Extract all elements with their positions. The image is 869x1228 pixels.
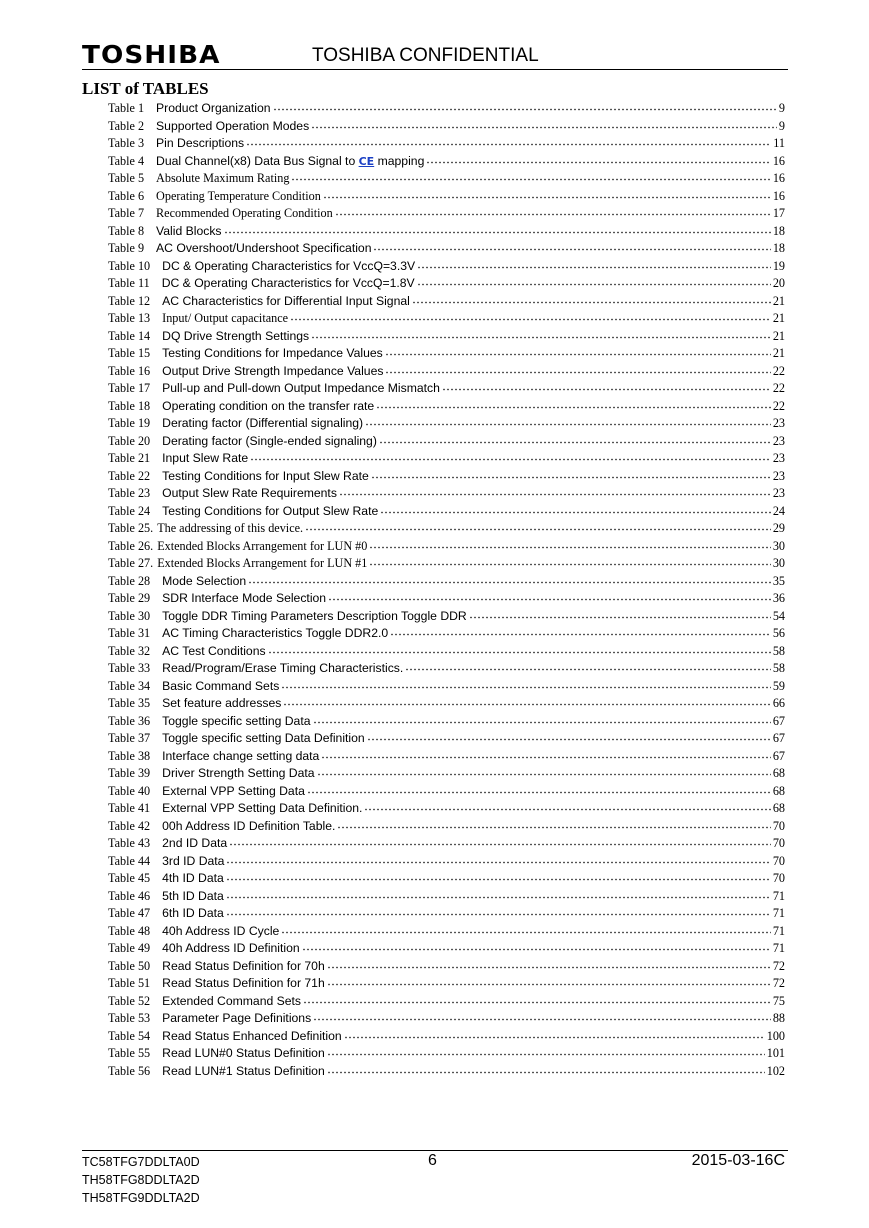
dot-leader bbox=[417, 283, 771, 286]
table-number: Table 29 bbox=[108, 591, 151, 605]
table-number: Table 16 bbox=[108, 363, 151, 378]
table-title: Pin Descriptions bbox=[156, 136, 245, 150]
table-number: Table 43 bbox=[108, 836, 151, 850]
table-number: Table 15 bbox=[108, 346, 151, 360]
page-ref: 18 bbox=[772, 241, 785, 255]
dot-leader bbox=[365, 423, 771, 426]
dot-leader bbox=[426, 161, 770, 164]
page-ref: 67 bbox=[772, 731, 785, 745]
dot-leader bbox=[327, 1071, 765, 1074]
toc-entry[interactable] bbox=[108, 906, 785, 924]
page-ref: 67 bbox=[772, 748, 785, 763]
page-ref: 22 bbox=[772, 363, 785, 378]
toc-entry[interactable] bbox=[108, 556, 785, 574]
page-ref: 70 bbox=[772, 871, 785, 885]
page-ref: 70 bbox=[772, 853, 785, 868]
toc-entry[interactable] bbox=[108, 976, 785, 994]
page-ref: 30 bbox=[772, 538, 785, 553]
table-title: 5th ID Data bbox=[162, 888, 224, 903]
page-ref: 21 bbox=[772, 328, 785, 343]
page-ref: 19 bbox=[772, 258, 785, 273]
table-number: Table 14 bbox=[108, 328, 151, 343]
table-number: Table 44 bbox=[108, 853, 151, 868]
dot-leader bbox=[327, 966, 771, 969]
toc-entry[interactable] bbox=[108, 434, 785, 452]
dot-leader bbox=[313, 1018, 771, 1021]
dot-leader bbox=[335, 213, 771, 216]
page-ref: 24 bbox=[772, 503, 785, 518]
toc-entry[interactable] bbox=[108, 871, 785, 889]
table-number: Table 7 bbox=[108, 206, 145, 220]
dot-leader bbox=[229, 843, 771, 846]
table-number: Table 35 bbox=[108, 696, 151, 710]
toc-entry[interactable] bbox=[108, 591, 785, 609]
table-title: Read LUN#0 Status Definition bbox=[162, 1046, 325, 1060]
table-title: Absolute Maximum Rating bbox=[156, 171, 290, 185]
table-title: Derating factor (Differential signaling) bbox=[162, 416, 364, 430]
dot-leader bbox=[246, 143, 771, 146]
page-ref: 21 bbox=[772, 311, 785, 325]
page-ref: 21 bbox=[772, 346, 785, 360]
table-number: Table 2 bbox=[108, 118, 145, 133]
toc-entry[interactable] bbox=[108, 1011, 785, 1029]
toc-entry[interactable] bbox=[108, 259, 785, 277]
toc-entry[interactable] bbox=[108, 486, 785, 504]
page-ref: 23 bbox=[772, 486, 785, 500]
dot-leader bbox=[303, 1001, 771, 1004]
toc-entry[interactable] bbox=[108, 521, 785, 539]
table-title: Parameter Page Definitions bbox=[162, 1011, 312, 1025]
toc-entry[interactable] bbox=[108, 206, 785, 224]
table-title: Supported Operation Modes bbox=[156, 118, 310, 133]
dot-leader bbox=[339, 493, 771, 496]
toc-entry[interactable] bbox=[108, 801, 785, 819]
dot-leader bbox=[290, 318, 771, 321]
list-title: LIST of TABLES bbox=[82, 79, 209, 98]
table-number: Table 20 bbox=[108, 433, 151, 448]
table-number: Table 25. bbox=[108, 521, 154, 535]
page-ref: 70 bbox=[772, 836, 785, 850]
page-ref: 72 bbox=[772, 976, 785, 990]
page-ref: 59 bbox=[772, 678, 785, 693]
dot-leader bbox=[302, 948, 771, 951]
page-ref: 88 bbox=[772, 1011, 785, 1025]
page-ref: 18 bbox=[772, 223, 785, 238]
dot-leader bbox=[307, 791, 771, 794]
page-ref: 23 bbox=[772, 433, 785, 448]
table-number: Table 47 bbox=[108, 906, 151, 920]
page-ref: 102 bbox=[766, 1063, 785, 1078]
page-ref: 75 bbox=[772, 993, 785, 1008]
page-ref: 16 bbox=[772, 188, 785, 203]
table-number: Table 9 bbox=[108, 241, 145, 255]
toc-entry[interactable] bbox=[108, 679, 785, 697]
table-number: Table 6 bbox=[108, 188, 145, 203]
table-number: Table 11 bbox=[108, 276, 150, 290]
dot-leader bbox=[283, 703, 770, 706]
toc-entry[interactable] bbox=[108, 504, 785, 522]
page-ref: 71 bbox=[772, 941, 785, 955]
page-ref: 72 bbox=[772, 958, 785, 973]
table-number: Table 27. bbox=[108, 556, 154, 570]
table-number: Table 46 bbox=[108, 888, 151, 903]
toc-entry[interactable] bbox=[108, 784, 785, 802]
toc-entry[interactable] bbox=[108, 101, 785, 119]
toc-entry[interactable] bbox=[108, 749, 785, 767]
toc-entry[interactable] bbox=[108, 626, 785, 644]
table-title: The addressing of this device. bbox=[157, 521, 304, 535]
table-title: Operating Temperature Condition bbox=[156, 188, 321, 203]
table-number: Table 28 bbox=[108, 573, 151, 588]
revision-date: 2015-03-16C bbox=[691, 1152, 785, 1169]
toc-entry[interactable] bbox=[108, 276, 785, 294]
toc-entry[interactable] bbox=[108, 311, 785, 329]
dot-leader bbox=[250, 458, 771, 461]
dot-leader bbox=[226, 861, 770, 864]
confidential-label: TOSHIBA CONFIDENTIAL bbox=[312, 45, 539, 66]
page-ref: 22 bbox=[772, 381, 785, 395]
dot-leader bbox=[344, 1036, 765, 1039]
table-number: Table 30 bbox=[108, 608, 151, 623]
table-title: Testing Conditions for Impedance Values bbox=[162, 346, 383, 360]
page-ref: 56 bbox=[772, 626, 785, 640]
table-number: Table 12 bbox=[108, 293, 151, 308]
toc-entry[interactable] bbox=[108, 539, 785, 557]
table-title: Read/Program/Erase Timing Characteristics. bbox=[162, 661, 404, 675]
toc-entry[interactable] bbox=[108, 189, 785, 207]
toc-entry[interactable] bbox=[108, 661, 785, 679]
toc-entry[interactable] bbox=[108, 469, 785, 487]
toc-entry[interactable] bbox=[108, 329, 785, 347]
table-title: Driver Strength Setting Data bbox=[162, 766, 315, 780]
table-title: 4th ID Data bbox=[162, 871, 224, 885]
table-number: Table 24 bbox=[108, 503, 151, 518]
table-title: Derating factor (Single-ended signaling) bbox=[162, 433, 377, 448]
table-number: Table 55 bbox=[108, 1046, 151, 1060]
table-title: 6th ID Data bbox=[162, 906, 224, 920]
dot-leader bbox=[469, 616, 771, 619]
page-number: 6 bbox=[428, 1152, 437, 1169]
dot-leader bbox=[323, 196, 771, 199]
table-number: Table 42 bbox=[108, 818, 151, 833]
page-ref: 23 bbox=[772, 451, 785, 465]
dot-leader bbox=[328, 598, 771, 601]
dot-leader bbox=[313, 721, 771, 724]
table-number: Table 39 bbox=[108, 766, 151, 780]
table-number: Table 26. bbox=[108, 538, 154, 553]
toc-entry[interactable] bbox=[108, 889, 785, 907]
toc-entry[interactable] bbox=[108, 416, 785, 434]
page-ref: 101 bbox=[766, 1046, 785, 1060]
table-number: Table 13 bbox=[108, 311, 151, 325]
table-title: Toggle specific setting Data Definition bbox=[162, 731, 365, 745]
toc-entry[interactable] bbox=[108, 224, 785, 242]
dot-leader bbox=[442, 388, 771, 391]
table-number: Table 37 bbox=[108, 731, 151, 745]
table-title: Input/ Output capacitance bbox=[162, 311, 289, 325]
table-number: Table 51 bbox=[108, 976, 151, 990]
dot-leader bbox=[224, 231, 771, 234]
table-title: Read Status Definition for 70h bbox=[162, 958, 325, 973]
page-ref: 11 bbox=[773, 136, 785, 150]
toc-entry[interactable] bbox=[108, 1046, 785, 1064]
page-ref: 29 bbox=[772, 521, 785, 535]
table-number: Table 10 bbox=[108, 258, 151, 273]
page-ref: 68 bbox=[772, 801, 785, 815]
dot-leader bbox=[373, 248, 770, 251]
dot-leader bbox=[317, 773, 771, 776]
dot-leader bbox=[337, 826, 770, 829]
page-ref: 58 bbox=[772, 643, 785, 658]
dot-leader bbox=[305, 528, 771, 531]
dot-leader bbox=[379, 441, 771, 444]
table-title: AC Characteristics for Differential Input Signal bbox=[162, 293, 410, 308]
toc-entry[interactable] bbox=[108, 136, 785, 154]
toc-entry[interactable] bbox=[108, 451, 785, 469]
table-number: Table 8 bbox=[108, 223, 145, 238]
table-title: 3rd ID Data bbox=[162, 853, 225, 868]
table-number: Table 21 bbox=[108, 451, 151, 465]
table-number: Table 50 bbox=[108, 958, 151, 973]
dot-leader bbox=[226, 896, 771, 899]
toc-entry[interactable] bbox=[108, 644, 785, 662]
dot-leader bbox=[248, 581, 771, 584]
table-title: DQ Drive Strength Settings bbox=[162, 328, 310, 343]
dot-leader bbox=[268, 651, 771, 654]
page-ref: 9 bbox=[778, 101, 785, 115]
table-title: Testing Conditions for Output Slew Rate bbox=[162, 503, 379, 518]
page-ref: 16 bbox=[772, 153, 785, 168]
table-title: Product Organization bbox=[156, 101, 271, 115]
dot-leader bbox=[376, 406, 771, 409]
table-number: Table 32 bbox=[108, 643, 151, 658]
table-title: Set feature addresses bbox=[162, 696, 282, 710]
table-title: 00h Address ID Definition Table. bbox=[162, 818, 336, 833]
table-title: SDR Interface Mode Selection bbox=[162, 591, 327, 605]
table-number: Table 48 bbox=[108, 923, 151, 938]
table-number: Table 23 bbox=[108, 486, 151, 500]
table-title: Pull-up and Pull-down Output Impedance Mismatch bbox=[162, 381, 440, 395]
table-title: Interface change setting data bbox=[162, 748, 320, 763]
table-title: Toggle specific setting Data bbox=[162, 713, 311, 728]
page-ref: 58 bbox=[772, 661, 785, 675]
toc-entry[interactable] bbox=[108, 399, 785, 417]
table-number: Table 49 bbox=[108, 941, 151, 955]
table-title: Read LUN#1 Status Definition bbox=[162, 1063, 325, 1078]
dot-leader bbox=[412, 301, 771, 304]
table-title: Recommended Operating Condition bbox=[156, 206, 333, 220]
toc-entry[interactable] bbox=[108, 836, 785, 854]
toc-entry[interactable] bbox=[108, 241, 785, 259]
table-title: Valid Blocks bbox=[156, 223, 222, 238]
dot-leader bbox=[364, 808, 770, 811]
page-ref: 71 bbox=[772, 888, 785, 903]
table-title: 2nd ID Data bbox=[162, 836, 228, 850]
page-ref: 9 bbox=[778, 118, 785, 133]
table-title: Input Slew Rate bbox=[162, 451, 249, 465]
dot-leader bbox=[371, 476, 771, 479]
dot-leader bbox=[367, 738, 771, 741]
table-number: Table 34 bbox=[108, 678, 151, 693]
page-ref: 54 bbox=[772, 608, 785, 623]
table-title: 40h Address ID Definition bbox=[162, 941, 300, 955]
page-ref: 35 bbox=[772, 573, 785, 588]
page-ref: 71 bbox=[772, 906, 785, 920]
part-number-3: TH58TFG9DDLTA2D bbox=[82, 1191, 200, 1205]
dot-leader bbox=[385, 371, 770, 374]
table-number: Table 31 bbox=[108, 626, 151, 640]
table-number: Table 52 bbox=[108, 993, 151, 1008]
table-title: Output Slew Rate Requirements bbox=[162, 486, 337, 500]
table-title: AC Timing Characteristics Toggle DDR2.0 bbox=[162, 626, 389, 640]
page-ref: 21 bbox=[772, 293, 785, 308]
toc-entry[interactable] bbox=[108, 119, 785, 137]
table-number: Table 38 bbox=[108, 748, 151, 763]
page-ref: 36 bbox=[772, 591, 785, 605]
table-title: AC Test Conditions bbox=[162, 643, 266, 658]
table-title: Mode Selection bbox=[162, 573, 247, 588]
table-title: 40h Address ID Cycle bbox=[162, 923, 280, 938]
page-ref: 30 bbox=[772, 556, 785, 570]
dot-leader bbox=[321, 756, 770, 759]
part-number-1: TC58TFG7DDLTA0D bbox=[82, 1155, 200, 1169]
table-number: Table 36 bbox=[108, 713, 151, 728]
table-number: Table 4 bbox=[108, 153, 145, 168]
table-title: Basic Command Sets bbox=[162, 678, 280, 693]
dot-leader bbox=[385, 353, 771, 356]
toc-entry[interactable] bbox=[108, 346, 785, 364]
toc-entry[interactable] bbox=[108, 609, 785, 627]
table-title: DC & Operating Characteristics for VccQ=1.8V bbox=[161, 276, 415, 290]
header-rule bbox=[82, 69, 788, 70]
toshiba-logo: TOSHIBA bbox=[82, 40, 221, 69]
table-number: Table 45 bbox=[108, 871, 151, 885]
part-number-2: TH58TFG8DDLTA2D bbox=[82, 1173, 200, 1187]
page-ref: 68 bbox=[772, 783, 785, 798]
table-title: Testing Conditions for Input Slew Rate bbox=[162, 468, 369, 483]
table-number: Table 19 bbox=[108, 416, 151, 430]
dot-leader bbox=[327, 983, 771, 986]
table-title: Toggle DDR Timing Parameters Description Toggle DDR bbox=[162, 608, 467, 623]
toc-entry[interactable] bbox=[108, 924, 785, 942]
dot-leader bbox=[311, 336, 771, 339]
page-ref: 23 bbox=[772, 468, 785, 483]
table-title: Dual Channel(x8) Data Bus Signal to CE mapping bbox=[156, 153, 425, 168]
page-ref: 23 bbox=[772, 416, 785, 430]
table-number: Table 22 bbox=[108, 468, 151, 483]
page-ref: 100 bbox=[766, 1028, 785, 1043]
toc-entry[interactable] bbox=[108, 154, 785, 172]
table-title: Extended Command Sets bbox=[162, 993, 302, 1008]
table-title: External VPP Setting Data bbox=[162, 783, 305, 798]
dot-leader bbox=[226, 878, 771, 881]
toc-entry[interactable] bbox=[108, 731, 785, 749]
toc-entry[interactable] bbox=[108, 819, 785, 837]
dot-leader bbox=[273, 108, 777, 111]
dot-leader bbox=[281, 931, 770, 934]
table-title: External VPP Setting Data Definition. bbox=[162, 801, 363, 815]
table-number: Table 40 bbox=[108, 783, 151, 798]
dot-leader bbox=[380, 511, 771, 514]
table-number: Table 17 bbox=[108, 381, 151, 395]
table-title: Operating condition on the transfer rate bbox=[162, 398, 375, 413]
page-ref: 22 bbox=[772, 398, 785, 413]
table-number: Table 56 bbox=[108, 1063, 151, 1078]
table-title: Extended Blocks Arrangement for LUN #0 bbox=[157, 538, 368, 553]
toc-entry[interactable] bbox=[108, 1029, 785, 1047]
page-ref: 17 bbox=[772, 206, 785, 220]
toc-entry[interactable] bbox=[108, 171, 785, 189]
toc-entry[interactable] bbox=[108, 854, 785, 872]
page-ref: 20 bbox=[772, 276, 785, 290]
toc-entry[interactable] bbox=[108, 714, 785, 732]
toc-entry[interactable] bbox=[108, 381, 785, 399]
toc-entry[interactable] bbox=[108, 1064, 785, 1082]
table-number: Table 33 bbox=[108, 661, 151, 675]
dot-leader bbox=[281, 686, 770, 689]
dot-leader bbox=[369, 546, 770, 549]
dot-leader bbox=[405, 668, 771, 671]
dot-leader bbox=[390, 633, 771, 636]
table-list bbox=[108, 101, 785, 1081]
page-ref: 68 bbox=[772, 766, 785, 780]
toc-entry[interactable] bbox=[108, 994, 785, 1012]
page-ref: 70 bbox=[772, 818, 785, 833]
dot-leader bbox=[417, 266, 771, 269]
table-number: Table 53 bbox=[108, 1011, 151, 1025]
toc-entry[interactable] bbox=[108, 364, 785, 382]
dot-leader bbox=[327, 1053, 765, 1056]
dot-leader bbox=[311, 126, 777, 129]
table-title: Read Status Definition for 71h bbox=[162, 976, 325, 990]
table-title: DC & Operating Characteristics for VccQ=3.3V bbox=[162, 258, 416, 273]
table-title: AC Overshoot/Undershoot Specification bbox=[156, 241, 372, 255]
table-number: Table 54 bbox=[108, 1028, 151, 1043]
toc-entry[interactable] bbox=[108, 696, 785, 714]
table-number: Table 41 bbox=[108, 801, 151, 815]
dot-leader bbox=[226, 913, 771, 916]
page-ref: 66 bbox=[772, 696, 785, 710]
dot-leader bbox=[291, 178, 770, 181]
table-number: Table 1 bbox=[108, 101, 145, 115]
toc-entry[interactable] bbox=[108, 574, 785, 592]
toc-entry[interactable] bbox=[108, 294, 785, 312]
table-title: Extended Blocks Arrangement for LUN #1 bbox=[157, 556, 368, 570]
page-ref: 71 bbox=[772, 923, 785, 938]
table-number: Table 3 bbox=[108, 136, 145, 150]
footer-rule bbox=[82, 1150, 788, 1151]
toc-entry[interactable] bbox=[108, 959, 785, 977]
page-ref: 67 bbox=[772, 713, 785, 728]
table-title: Output Drive Strength Impedance Values bbox=[162, 363, 384, 378]
page-ref: 16 bbox=[772, 171, 785, 185]
table-number: Table 5 bbox=[108, 171, 145, 185]
table-title: Read Status Enhanced Definition bbox=[162, 1028, 342, 1043]
dot-leader bbox=[369, 563, 770, 566]
table-number: Table 18 bbox=[108, 398, 151, 413]
toc-entry[interactable] bbox=[108, 766, 785, 784]
toc-entry[interactable] bbox=[108, 941, 785, 959]
ce-signal-label: CE bbox=[358, 154, 375, 168]
